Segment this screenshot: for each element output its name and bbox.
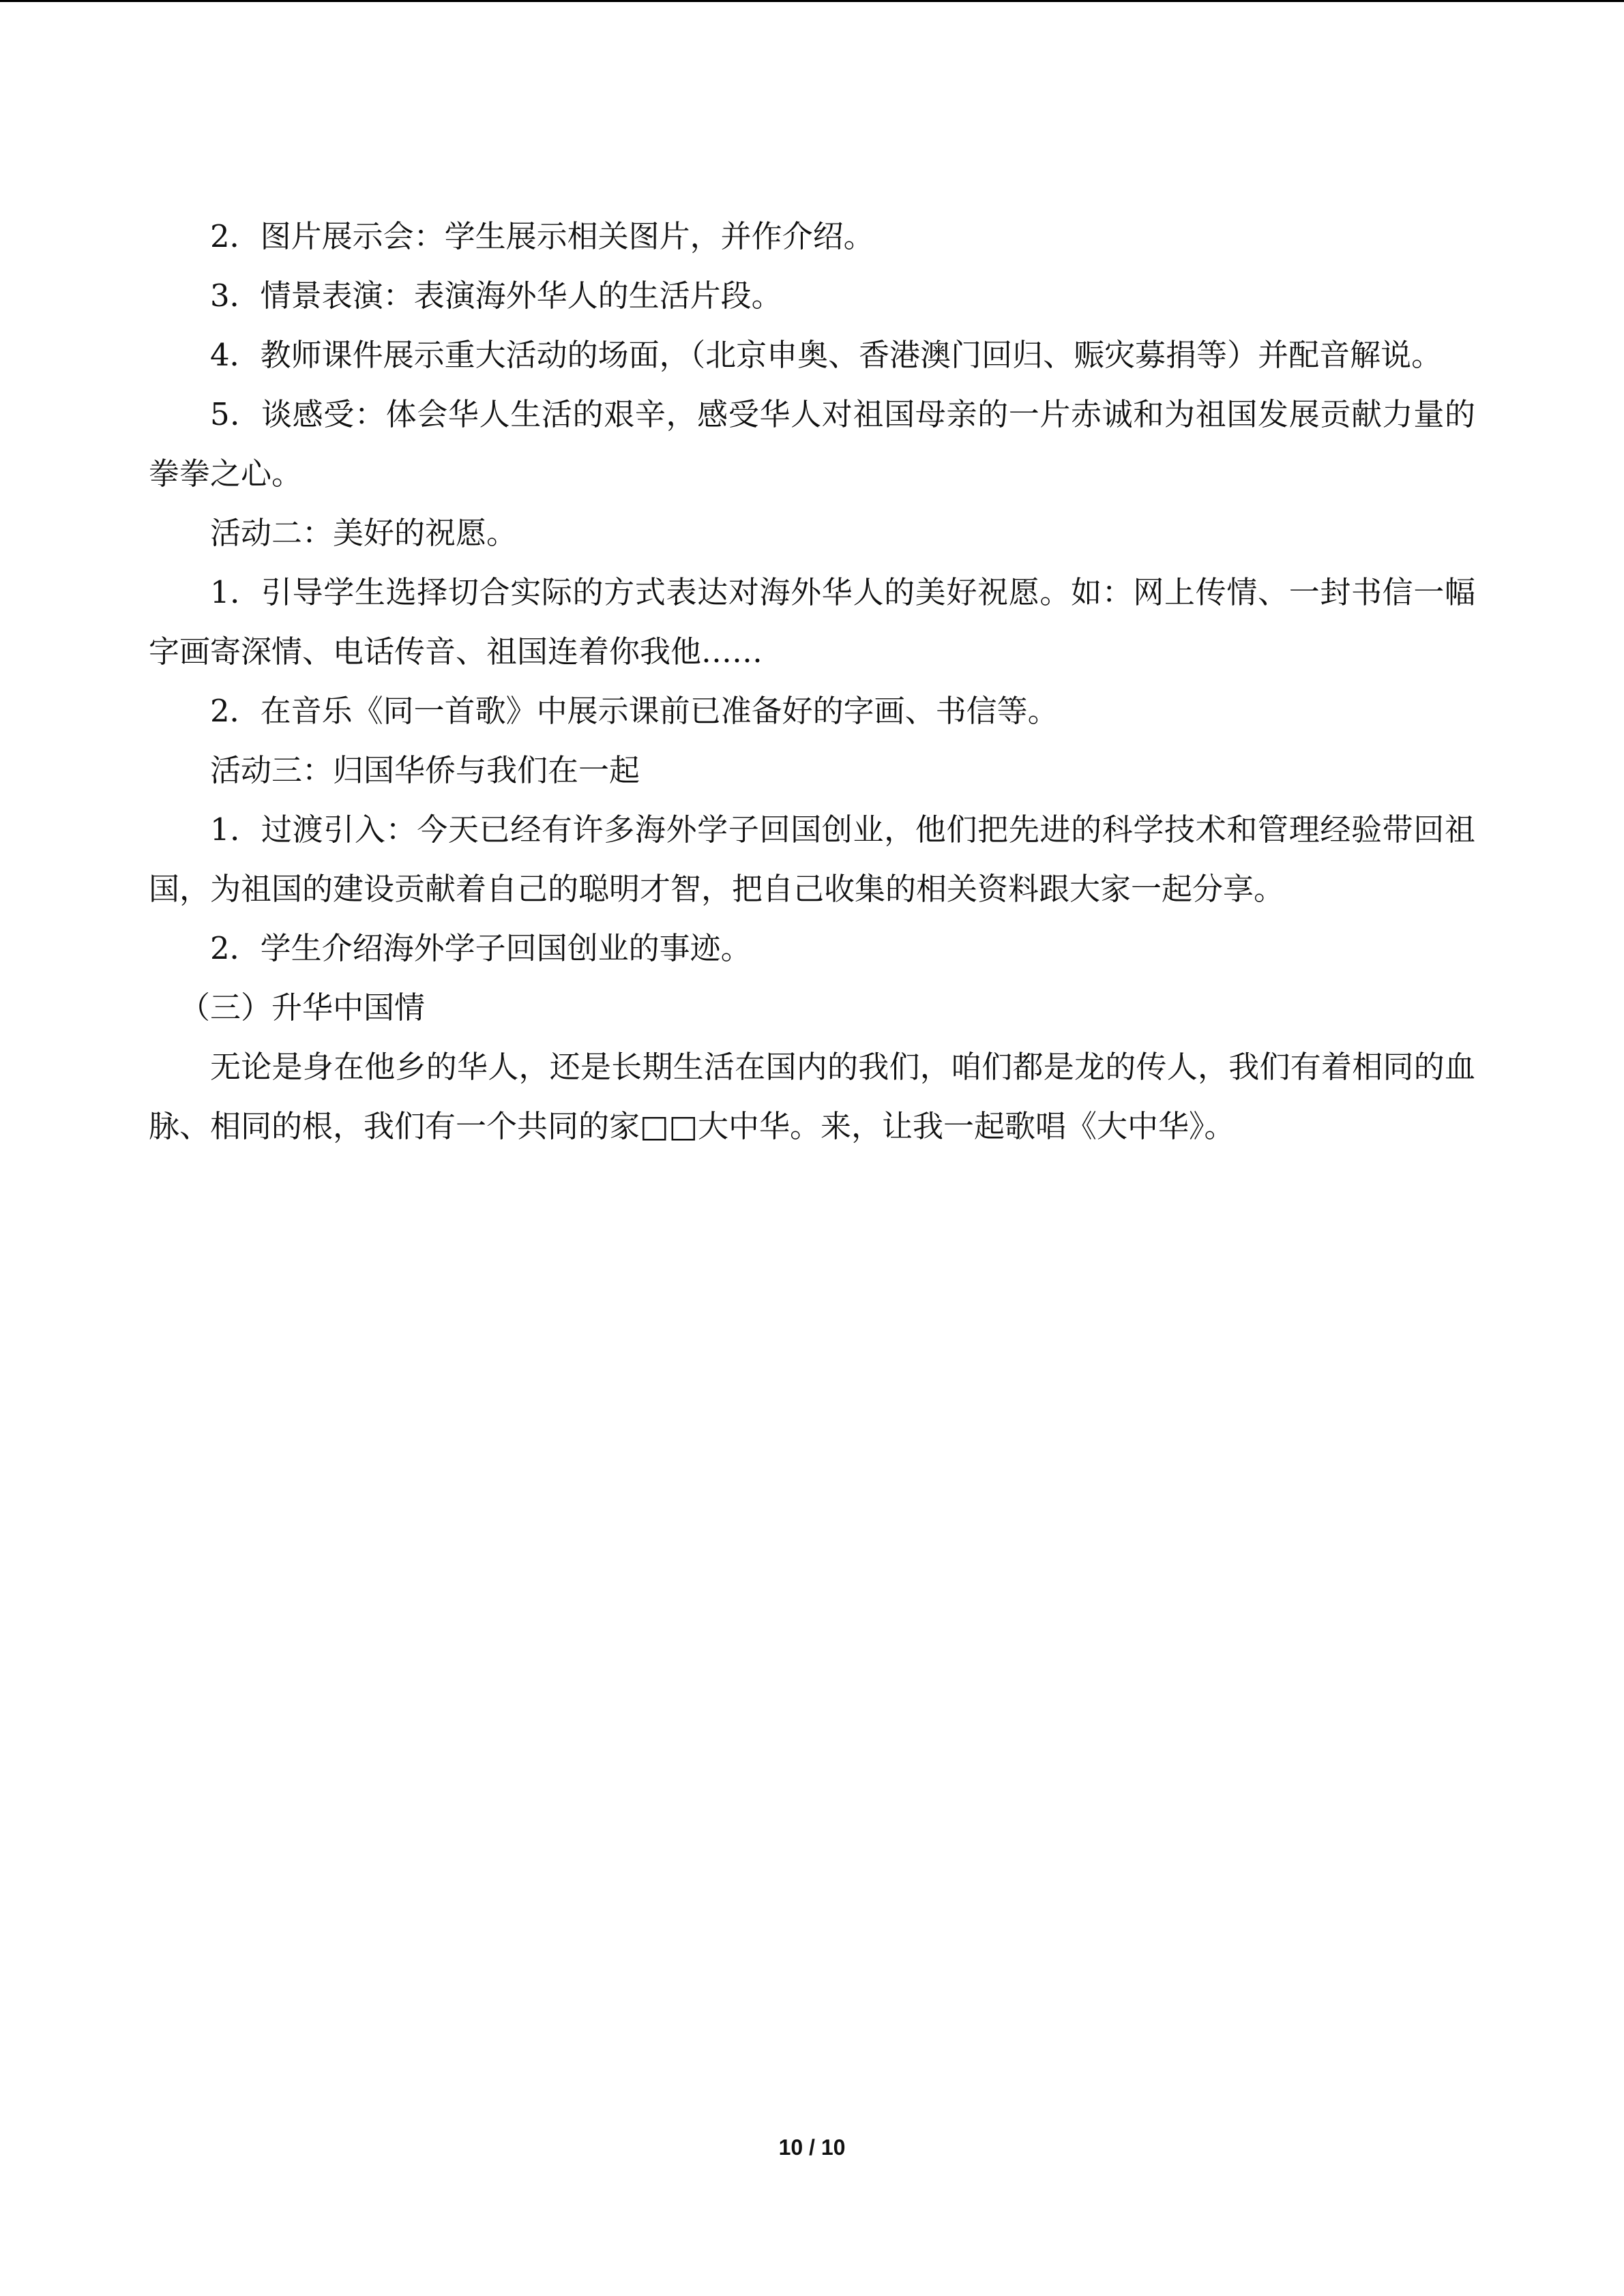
paragraph: 2．在音乐《同一首歌》中展示课前已准备好的字画、书信等。	[210, 693, 1059, 729]
paragraph: 1．引导学生选择切合实际的方式表达对海外华人的美好祝愿。如：网上传情、一封书信一幅字画寄深情、电话传音、祖国连着你我他……	[149, 574, 1475, 670]
paragraph: 1．过渡引入：今天已经有许多海外学子回国创业，他们把先进的科学技术和管理经验带回祖国，为祖国的建设贡献着自己的聪明才智，把自己收集的相关资料跟大家一起分享。	[149, 811, 1475, 907]
paragraph: 2．学生介绍海外学子回国创业的事迹。	[210, 930, 752, 966]
page-number: 10 / 10	[778, 2135, 846, 2160]
paragraph: 5．谈感受：体会华人生活的艰辛，感受华人对祖国母亲的一片赤诚和为祖国发展贡献力量的拳拳之心。	[149, 396, 1475, 492]
paragraph: 4．教师课件展示重大活动的场面，（北京申奥、香港澳门回归、赈灾募捐等）并配音解说。	[210, 337, 1443, 373]
activity-heading: 活动二：美好的祝愿。	[210, 515, 518, 551]
activity-heading: 活动三：归国华侨与我们在一起	[210, 752, 640, 788]
paragraph: 3．情景表演：表演海外华人的生活片段。	[210, 278, 782, 314]
paragraph: 无论是身在他乡的华人，还是长期生活在国内的我们，咱们都是龙的传人，我们有着相同的血脉、相同的根，我们有一个共同的家□□大中华。来，让我一起歌唱《大中华》。	[149, 1049, 1475, 1144]
paragraph: 2．图片展示会：学生展示相关图片，并作介绍。	[210, 218, 874, 254]
document-body	[149, 207, 1475, 1156]
section-heading: （三）升华中国情	[179, 989, 426, 1026]
